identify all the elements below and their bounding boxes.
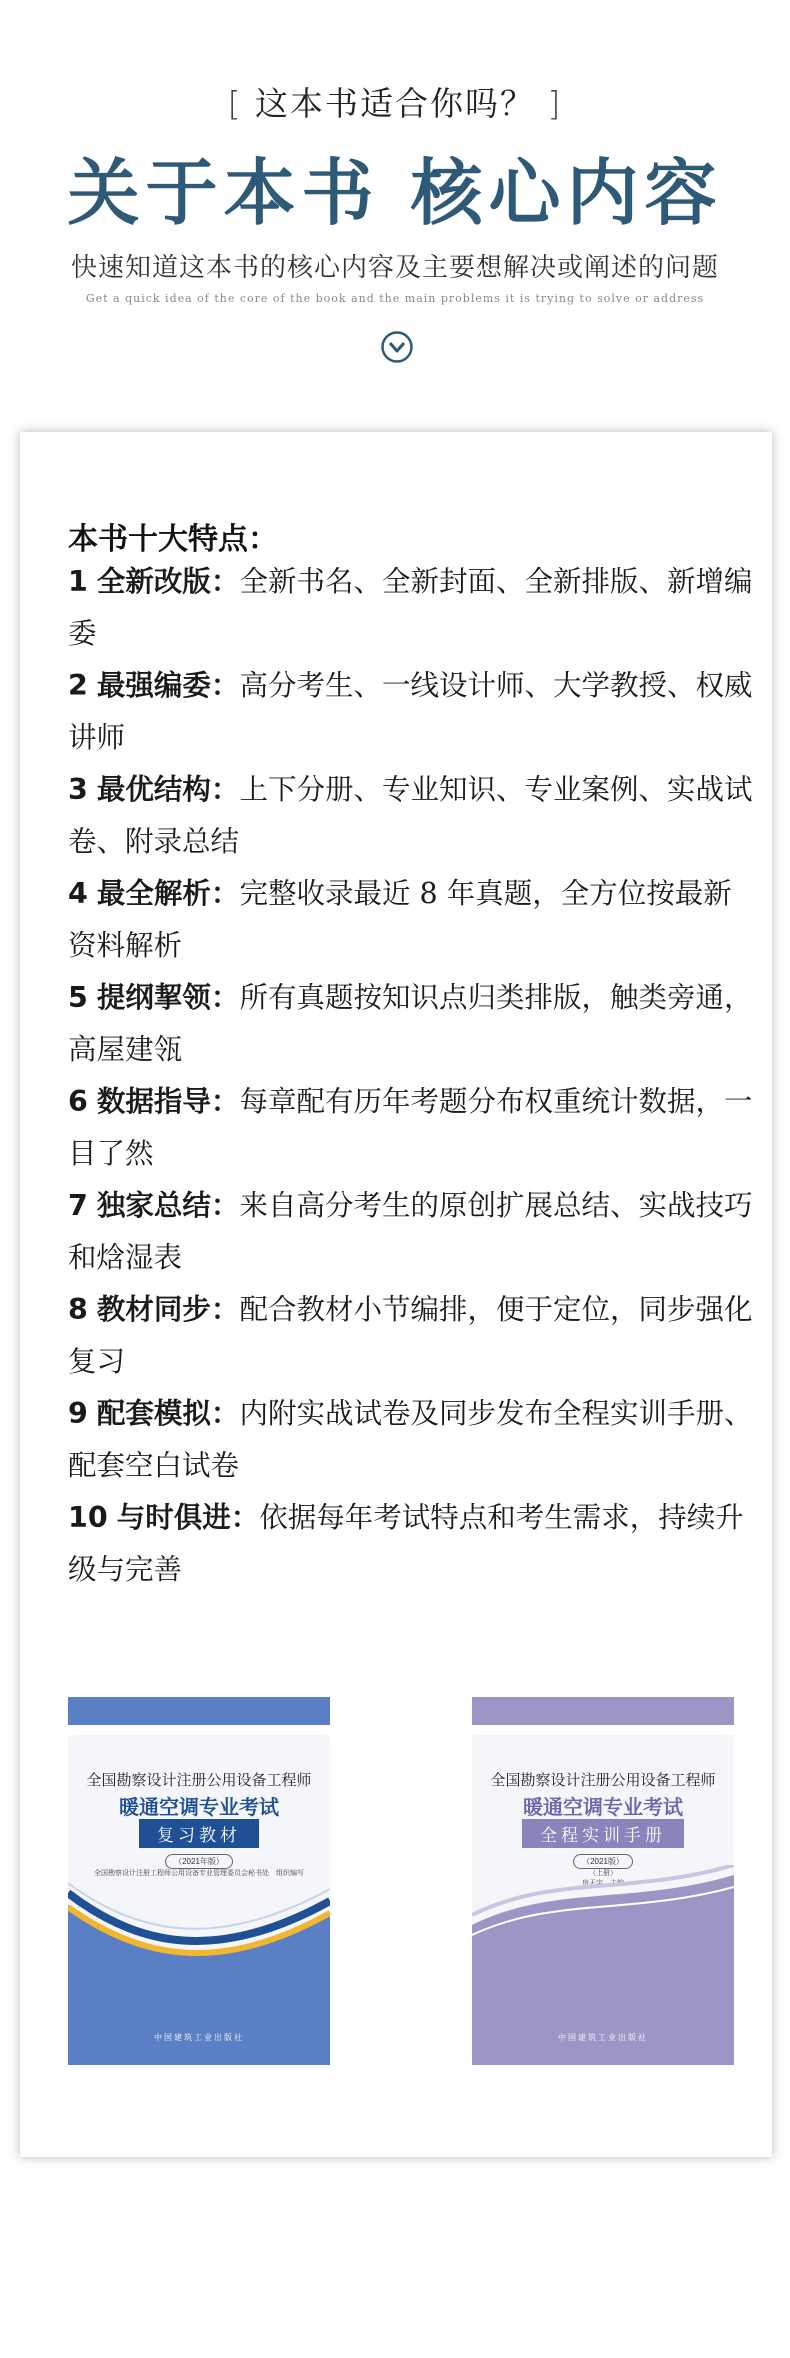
feature-colon: ： — [210, 1397, 240, 1430]
book-series: 全国勘察设计注册公用设备工程师 — [490, 1772, 716, 1789]
feature-number: 9 — [68, 1397, 88, 1430]
feature-name: 最全解析 — [96, 877, 211, 910]
feature-name: 最强编委 — [96, 669, 211, 702]
feature-name: 最优结构 — [96, 773, 211, 806]
feature-text: 每章配有历年考题分布权重统计数据，一目了然 — [68, 1085, 753, 1170]
feature-number: 1 — [68, 565, 88, 598]
feature-colon: ： — [210, 1293, 240, 1326]
feature-colon: ： — [210, 669, 240, 702]
page-title: 关于本书 核心内容 — [67, 150, 723, 235]
book-cover-face — [68, 1735, 330, 2065]
tagline-text: 这本书适合你吗？ — [255, 84, 535, 123]
book-subtitle-text: 复习教材 — [139, 1819, 259, 1848]
feature-item — [68, 868, 758, 972]
subtitle-chinese: 快速知道这本书的核心内容及主要想解决或阐述的问题 — [70, 253, 719, 283]
feature-name: 提纲挈领 — [96, 981, 211, 1014]
book-title: 暖通空调专业考试 — [523, 1797, 683, 1819]
feature-name: 数据指导 — [96, 1085, 211, 1118]
features-heading: 本书十大特点： — [68, 522, 278, 557]
book-edition-text: （2021年版） — [165, 1854, 233, 1869]
book-cover-workbook[interactable] — [472, 1697, 734, 2065]
book-title: 暖通空调专业考试 — [119, 1797, 279, 1819]
feature-colon: ： — [210, 981, 240, 1014]
feature-number: 2 — [68, 669, 88, 702]
book-volume-text: （上册） — [589, 1870, 617, 1877]
book-top-band — [472, 1697, 734, 1725]
book-edition-text: （2021版） — [573, 1854, 633, 1869]
feature-item — [68, 556, 758, 660]
feature-item — [68, 660, 758, 764]
book-author: 房天宇 主编 — [582, 1880, 624, 1887]
feature-list — [68, 556, 758, 1596]
feature-colon: ： — [210, 565, 240, 598]
book-publisher: 中国建筑工业出版社 — [154, 2033, 244, 2042]
feature-number: 10 — [68, 1501, 108, 1534]
feature-text: 配合教材小节编排，便于定位，同步强化复习 — [68, 1293, 753, 1378]
book-cover-face — [472, 1735, 734, 2065]
book-cover-textbook[interactable] — [68, 1697, 330, 2065]
features-card — [20, 432, 772, 2157]
tagline — [0, 78, 790, 125]
feature-number: 8 — [68, 1293, 88, 1326]
book-subtitle — [472, 1819, 734, 1848]
feature-text: 所有真题按知识点归类排版，触类旁通，高屋建瓴 — [68, 981, 753, 1066]
feature-item — [68, 1076, 758, 1180]
feature-text: 全新书名、全新封面、全新排版、新增编委 — [68, 565, 753, 650]
feature-number: 4 — [68, 877, 88, 910]
book-series: 全国勘察设计注册公用设备工程师 — [86, 1772, 312, 1789]
feature-item — [68, 764, 758, 868]
feature-name: 全新改版 — [96, 565, 211, 598]
feature-item — [68, 1388, 758, 1492]
feature-number: 5 — [68, 981, 88, 1014]
intro-header — [0, 0, 790, 420]
subtitle-english: Get a quick idea of the core of the book and the main problems it is trying to solve or address — [85, 292, 705, 305]
tagline-bracket-right: ] — [547, 84, 563, 123]
book-editor-line: 全国勘察设计注册工程师公用设备专业管理委员会秘书处 组织编写 — [94, 1870, 304, 1877]
feature-colon: ： — [210, 773, 240, 806]
feature-number: 7 — [68, 1189, 88, 1222]
feature-name: 与时俱进 — [116, 1501, 231, 1534]
feature-colon: ： — [210, 1085, 240, 1118]
feature-text: 依据每年考试特点和考生需求，持续升级与完善 — [68, 1501, 744, 1586]
feature-item — [68, 1492, 758, 1596]
feature-colon: ： — [230, 1501, 260, 1534]
tagline-bracket-left: [ — [227, 84, 243, 123]
feature-item — [68, 1180, 758, 1284]
book-top-band — [68, 1697, 330, 1725]
book-subtitle-text: 全程实训手册 — [522, 1819, 684, 1848]
feature-item — [68, 1284, 758, 1388]
feature-text: 内附实战试卷及同步发布全程实训手册、配套空白试卷 — [68, 1397, 753, 1482]
feature-colon: ： — [210, 1189, 240, 1222]
feature-number: 3 — [68, 773, 88, 806]
feature-colon: ： — [210, 877, 240, 910]
book-publisher: 中国建筑工业出版社 — [558, 2033, 648, 2042]
feature-text: 高分考生、一线设计师、大学教授、权威讲师 — [68, 669, 753, 754]
feature-text: 来自高分考生的原创扩展总结、实战技巧和焓湿表 — [68, 1189, 753, 1274]
feature-item — [68, 972, 758, 1076]
book-subtitle — [68, 1819, 330, 1848]
feature-name: 配套模拟 — [96, 1397, 211, 1430]
feature-text: 完整收录最近 8 年真题，全方位按最新资料解析 — [68, 877, 732, 962]
feature-name: 教材同步 — [96, 1293, 211, 1326]
feature-number: 6 — [68, 1085, 88, 1118]
chevron-down-circle-icon[interactable] — [380, 330, 414, 364]
feature-name: 独家总结 — [96, 1189, 211, 1222]
feature-text: 上下分册、专业知识、专业案例、实战试卷、附录总结 — [68, 773, 753, 858]
